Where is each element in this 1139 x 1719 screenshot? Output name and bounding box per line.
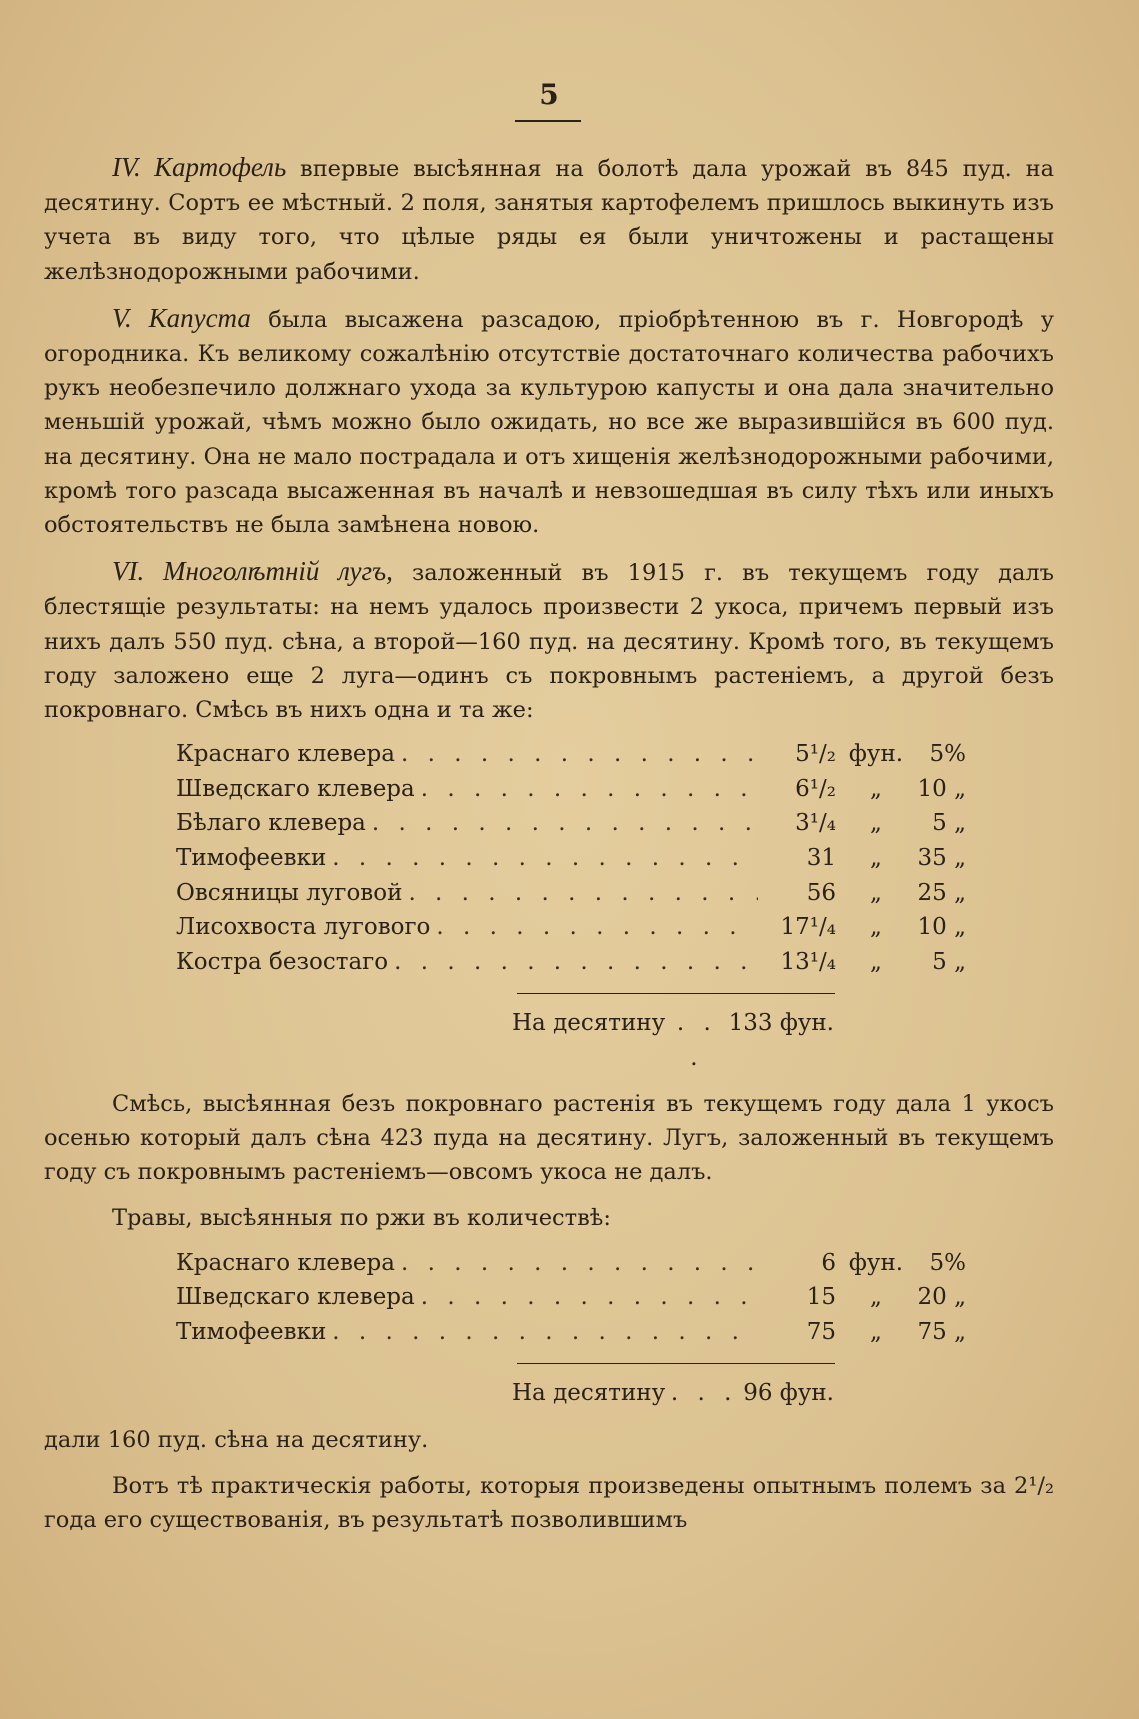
grass-name: Шведскаго клевера (176, 1284, 415, 1311)
page-number-rule (515, 120, 581, 122)
grass-name: Шведскаго клевера (176, 775, 415, 802)
grass-name: Лисохвоста лугового (176, 914, 431, 941)
table-row (176, 737, 966, 772)
grass-percent: 10 „ (917, 914, 966, 941)
total-dots: . . . (670, 1380, 738, 1407)
total-value: 96 фун. (743, 1380, 834, 1407)
heading-cabbage: V. Капуста (112, 302, 251, 333)
grass-name: Тимофеевки (176, 845, 327, 872)
leader-dots (421, 772, 758, 807)
grass-percent: 10 „ (917, 775, 966, 802)
grass-amount: 6 (821, 1249, 836, 1276)
text-potato: впервые высѣянная на болотѣ дала урожай въ 845 пуд. на десятину. Сортъ ее мѣстный. 2 поля, занятыя картофелемъ пришлось выкинуть изъ учета въ виду того, что цѣлые ряды ея были уничтожены и растащены желѣзнодорожными рабочими. (44, 156, 1055, 285)
heading-potato: IV. Картофель (112, 152, 287, 182)
leader-dots (408, 876, 758, 911)
grass-unit: „ (870, 845, 882, 872)
grass-amount: 15 (806, 1284, 836, 1311)
grass-percent: 5 „ (932, 948, 966, 975)
grass-unit: „ (870, 948, 882, 975)
seed-mix-table-1 (176, 737, 966, 979)
grass-name: Бѣлаго клевера (176, 810, 366, 837)
table-row (176, 945, 966, 980)
leader-dots (401, 1246, 758, 1281)
grass-amount: 3¹/₄ (795, 810, 836, 837)
grass-unit: „ (870, 1318, 882, 1345)
total-label: На десятину (512, 1010, 666, 1037)
table-row (176, 1315, 966, 1350)
grass-percent: 5% (929, 741, 966, 768)
page-number: 5 (539, 78, 559, 111)
grass-unit: „ (870, 810, 882, 837)
grass-name: Овсяницы луговой (176, 879, 403, 906)
grass-name: Краснаго клевера (176, 741, 395, 768)
grass-unit: фун. (848, 1249, 904, 1276)
paragraph-mix-result: Смѣсь, высѣянная безъ покровнаго растенія въ текущемъ году дала 1 укосъ осенью который далъ сѣна 423 пуда на десятину. Лугъ, заложенный въ текущемъ году съ покровнымъ растеніемъ—овсомъ укоса не далъ. (44, 1090, 1054, 1186)
paragraph-meadow (44, 554, 1054, 727)
paragraph-closing: Вотъ тѣ практическія работы, которыя произведены опытнымъ полемъ за 2¹/₂ года его существованія, въ результатѣ позволившимъ (44, 1472, 1054, 1534)
grass-percent: 5% (929, 1249, 966, 1276)
grass-amount: 56 (806, 879, 836, 906)
table-row (176, 876, 966, 911)
leader-dots (394, 945, 758, 980)
grass-amount: 13¹/₄ (780, 948, 836, 975)
leader-dots (401, 737, 758, 772)
grass-unit: „ (870, 914, 882, 941)
heading-meadow: VI. Многолѣтній лугъ, (112, 556, 393, 587)
grass-amount: 75 (806, 1318, 836, 1345)
table-row (176, 1280, 966, 1315)
page-body (44, 150, 1054, 1537)
grass-amount: 6¹/₂ (795, 775, 836, 802)
grass-name: Костра безостаго (176, 948, 389, 975)
leader-dots (332, 1315, 758, 1350)
grass-amount: 17¹/₄ (780, 914, 836, 941)
text-cabbage: была высажена разсадою, пріобрѣтенною въ г. Новгородѣ у огородника. Къ великому сожалѣнію отсутствіе достаточнаго количества рабочихъ рукъ необезпечило должнаго ухода за культурою капусты и она дала значительно меньшій урожай, чѣмъ можно было ожидать, но все же выразившійся въ 600 пуд. на десятину. Она не мало пострадала и отъ хищенія желѣзнодорожными рабочими, кромѣ того разсада высаженная въ началѣ и невзошедшая въ силу тѣхъ или иныхъ обстоятельствъ не была замѣнена новою. (44, 306, 1054, 539)
grass-unit: „ (870, 1284, 882, 1311)
grass-unit: „ (870, 775, 882, 802)
leader-dots (436, 910, 758, 945)
total-dots: . . . (676, 1010, 717, 1071)
leader-dots (372, 806, 758, 841)
total-value: 133 фун. (728, 1010, 834, 1037)
grass-name: Тимофеевки (176, 1318, 327, 1345)
paragraph-mix2-intro: Травы, высѣянныя по ржи въ количествѣ: (112, 1205, 611, 1232)
mix-total-1 (512, 1006, 834, 1074)
paragraph-potato (44, 150, 1054, 289)
leader-dots (421, 1280, 758, 1315)
grass-amount: 31 (806, 845, 836, 872)
grass-name: Краснаго клевера (176, 1249, 395, 1276)
sum-rule (517, 993, 835, 994)
text-meadow: заложенный въ 1915 г. въ текущемъ году далъ блестящіе результаты: на немъ удалось произвести 2 укоса, причемъ первый изъ нихъ далъ 550 пуд. сѣна, а второй—160 пуд. на десятину. Кромѣ того, въ текущемъ году заложено еще 2 луга—одинъ съ покровнымъ растеніемъ, а другой безъ покровнаго. Смѣсь въ нихъ одна и та же: (44, 560, 1054, 724)
grass-amount: 5¹/₂ (795, 741, 836, 768)
grass-unit: фун. (848, 741, 904, 768)
mix-total-2 (512, 1376, 834, 1410)
table-row (176, 772, 966, 807)
grass-percent: 35 „ (917, 845, 966, 872)
leader-dots (332, 841, 758, 876)
table-row (176, 910, 966, 945)
grass-percent: 25 „ (917, 879, 966, 906)
table-row (176, 806, 966, 841)
grass-percent: 20 „ (917, 1284, 966, 1311)
total-label: На десятину (512, 1380, 666, 1407)
paragraph-cabbage (44, 301, 1054, 542)
sum-rule (517, 1363, 835, 1364)
seed-mix-table-2 (176, 1246, 966, 1350)
grass-unit: „ (870, 879, 882, 906)
paragraph-mix2-result: дали 160 пуд. сѣна на десятину. (44, 1426, 429, 1453)
grass-percent: 5 „ (932, 810, 966, 837)
grass-percent: 75 „ (917, 1318, 966, 1345)
table-row (176, 1246, 966, 1281)
table-row (176, 841, 966, 876)
